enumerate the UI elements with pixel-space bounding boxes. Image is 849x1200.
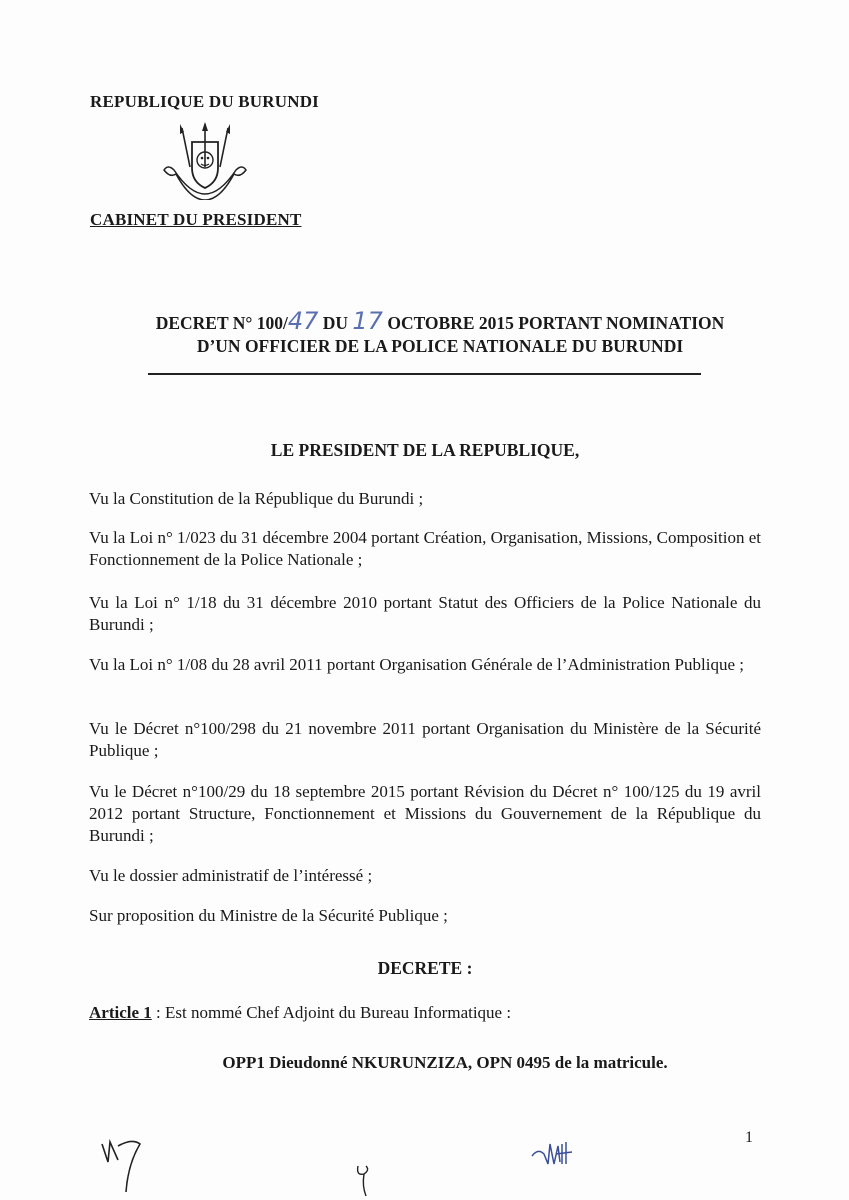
consideration-5: Vu le Décret n°100/298 du 21 novembre 2011 portant Organisation du Ministère de la Sécurité Publique ; [89, 719, 761, 760]
article-1 [89, 1003, 511, 1023]
title-prefix: DECRET N° 100/ [155, 313, 288, 333]
handwritten-day: 17 [352, 307, 383, 335]
consideration-7: Vu le dossier administratif de l’intéressé ; [89, 866, 373, 885]
country-heading: REPUBLIQUE DU BURUNDI [90, 92, 320, 111]
decree-title-line2: D’UN OFFICIER DE LA POLICE NATIONALE DU BURUNDI [196, 336, 684, 356]
consideration-8: Sur proposition du Ministre de la Sécurité Publique ; [89, 906, 448, 925]
coat-of-arms-icon [160, 122, 250, 200]
initials-center-signature [352, 1162, 376, 1198]
page-number: 1 [745, 1129, 753, 1146]
decrees-heading: DECRETE : [377, 958, 473, 978]
appointee-line: OPP1 Dieudonné NKURUNZIZA, OPN 0495 de la matricule. [222, 1053, 668, 1072]
authority-heading: LE PRESIDENT DE LA REPUBLIQUE, [270, 440, 580, 460]
initials-left-signature [98, 1134, 148, 1196]
initials-right-signature [530, 1138, 578, 1170]
title-divider [148, 373, 701, 375]
consideration-3: Vu la Loi n° 1/18 du 31 décembre 2010 portant Statut des Officiers de la Police Nationale du Burundi ; [89, 593, 761, 634]
office-heading: CABINET DU PRESIDENT [90, 210, 302, 229]
title-suffix: OCTOBRE 2015 PORTANT NOMINATION [387, 313, 725, 333]
handwritten-decree-number: 47 [287, 307, 319, 335]
consideration-6: Vu le Décret n°100/29 du 18 septembre 2015 portant Révision du Décret n° 100/125 du 19 avril 2012 portant Structure, Fonctionnement et Missions du Gouvernement de la République du Burundi ; [89, 782, 761, 845]
article-1-text: : Est nommé Chef Adjoint du Bureau Informatique : [151, 1003, 512, 1022]
decree-title-line1 [60, 309, 820, 335]
consideration-2: Vu la Loi n° 1/023 du 31 décembre 2004 portant Création, Organisation, Missions, Composition et Fonctionnement de la Police Nationale ; [89, 528, 761, 569]
article-1-label: Article 1 [89, 1003, 152, 1022]
title-du: DU [322, 313, 349, 333]
consideration-1: Vu la Constitution de la République du Burundi ; [89, 489, 424, 508]
consideration-4: Vu la Loi n° 1/08 du 28 avril 2011 portant Organisation Générale de l’Administration Publique ; [89, 655, 744, 674]
